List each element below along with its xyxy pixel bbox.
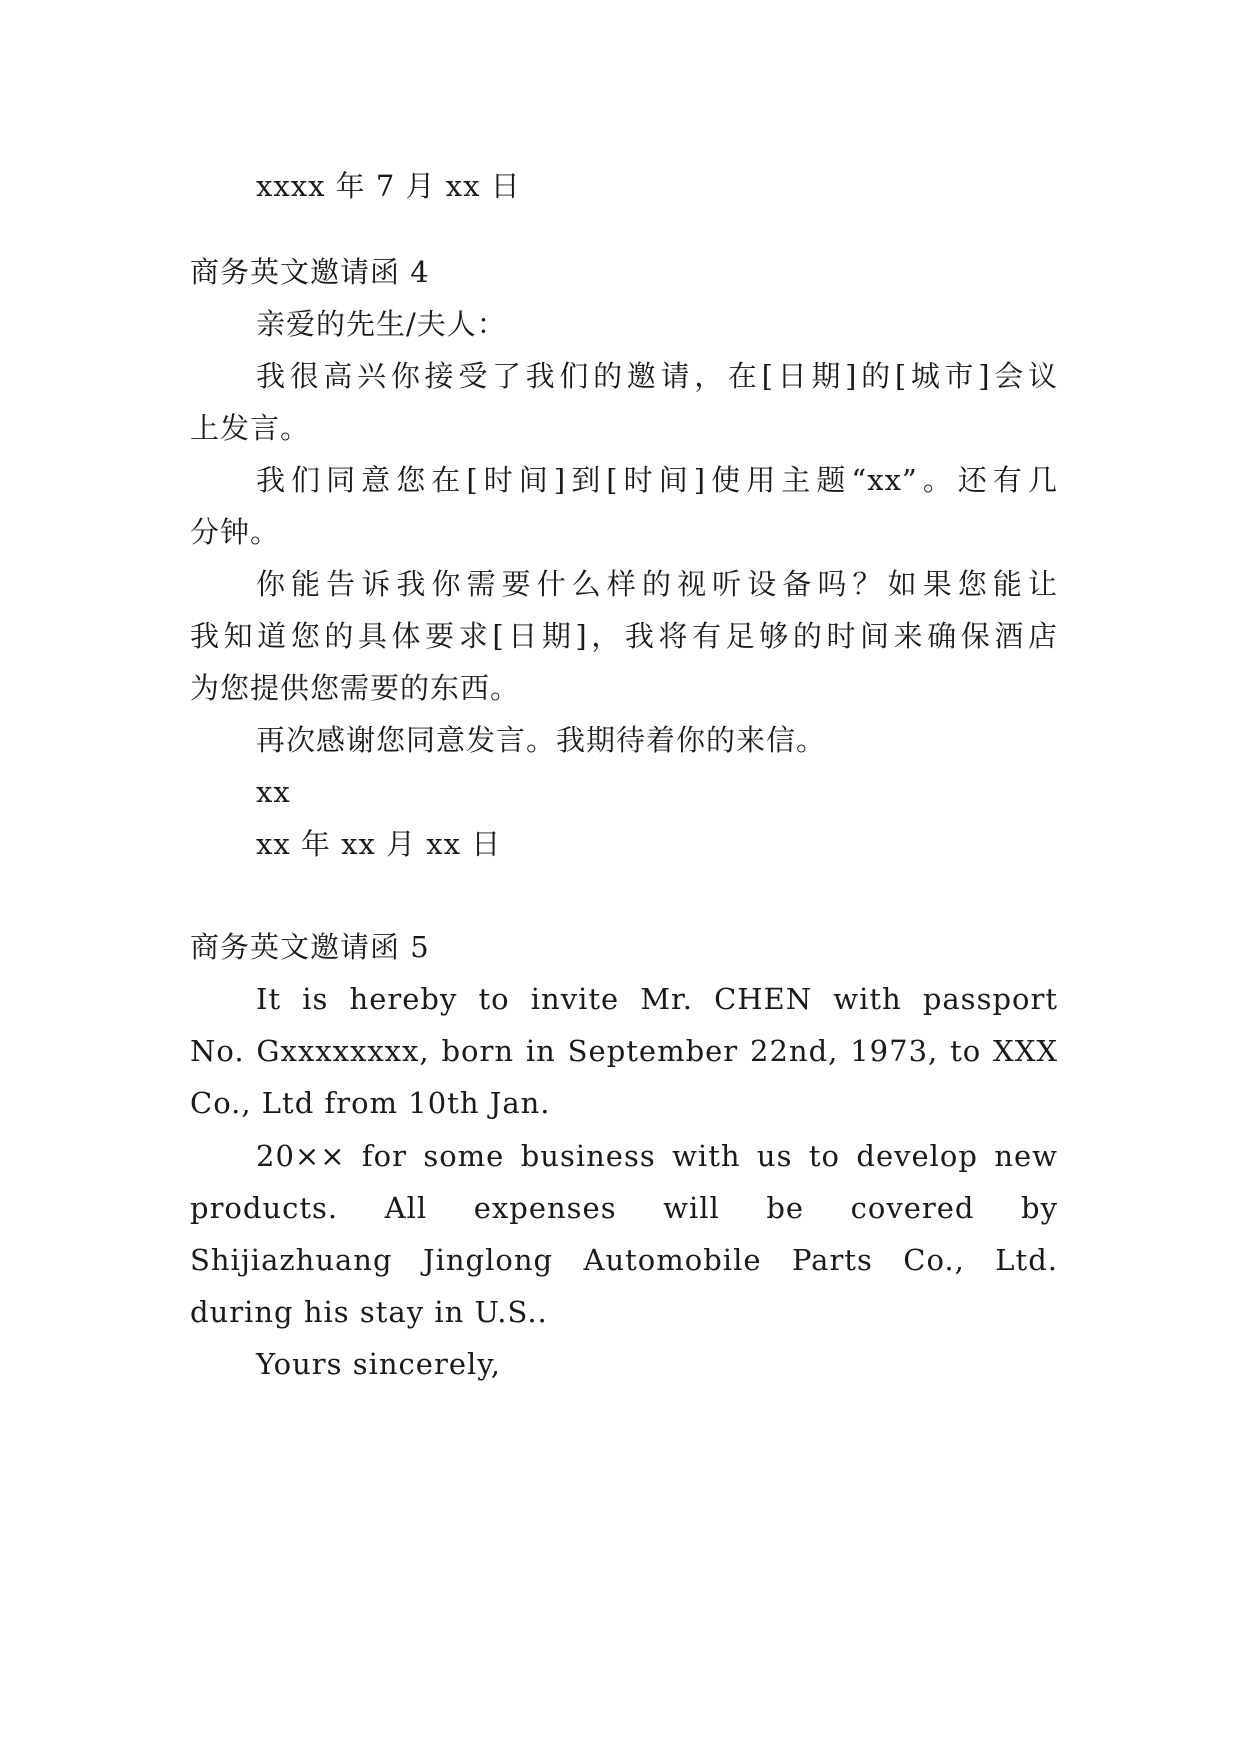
letter5-heading: 商务英文邀请函 5 bbox=[190, 930, 430, 964]
letter5-paragraph1-line1: It is hereby to invite Mr. CHEN with passport bbox=[256, 982, 1058, 1016]
letter4-paragraph4: 再次感谢您同意发言。我期待着你的来信。 bbox=[256, 723, 827, 757]
letter5-paragraph1-line3: Co., Ltd from 10th Jan. bbox=[190, 1086, 551, 1120]
letter4-heading: 商务英文邀请函 4 bbox=[190, 255, 430, 289]
letter4-paragraph1-line1: 我很高兴你接受了我们的邀请，在[日期]的[城市]会议 bbox=[256, 359, 1058, 393]
letter4-paragraph3-line3: 为您提供您需要的东西。 bbox=[190, 671, 521, 705]
letter5-paragraph1-line2: No. Gxxxxxxxx, born in September 22nd, 1973, to XXX bbox=[190, 1034, 1058, 1068]
letter4-salutation: 亲爱的先生/夫人： bbox=[256, 307, 507, 341]
letter5-paragraph2-line2: products. All expenses will be covered by bbox=[190, 1191, 1058, 1225]
letter5-paragraph2-line1: 20×× for some business with us to develop new bbox=[256, 1139, 1058, 1173]
letter4-paragraph3-line1: 你能告诉我你需要什么样的视听设备吗？如果您能让 bbox=[256, 567, 1058, 601]
letter4-date: xx 年 xx 月 xx 日 bbox=[256, 827, 502, 861]
letter5-closing: Yours sincerely, bbox=[256, 1347, 502, 1381]
previous-letter-date: xxxx 年 7 月 xx 日 bbox=[256, 169, 521, 203]
letter4-signature: xx bbox=[256, 775, 291, 809]
letter4-paragraph3-line2: 我知道您的具体要求[日期]，我将有足够的时间来确保酒店 bbox=[190, 619, 1058, 653]
letter4-paragraph2-line1: 我们同意您在[时间]到[时间]使用主题“xx”。还有几 bbox=[256, 463, 1058, 497]
letter4-paragraph2-line2: 分钟。 bbox=[190, 515, 281, 549]
letter5-paragraph2-line3: Shijiazhuang Jinglong Automobile Parts Co., Ltd. bbox=[190, 1243, 1058, 1277]
letter4-paragraph1-line2: 上发言。 bbox=[190, 411, 311, 445]
letter5-paragraph2-line4: during his stay in U.S.. bbox=[190, 1295, 548, 1329]
